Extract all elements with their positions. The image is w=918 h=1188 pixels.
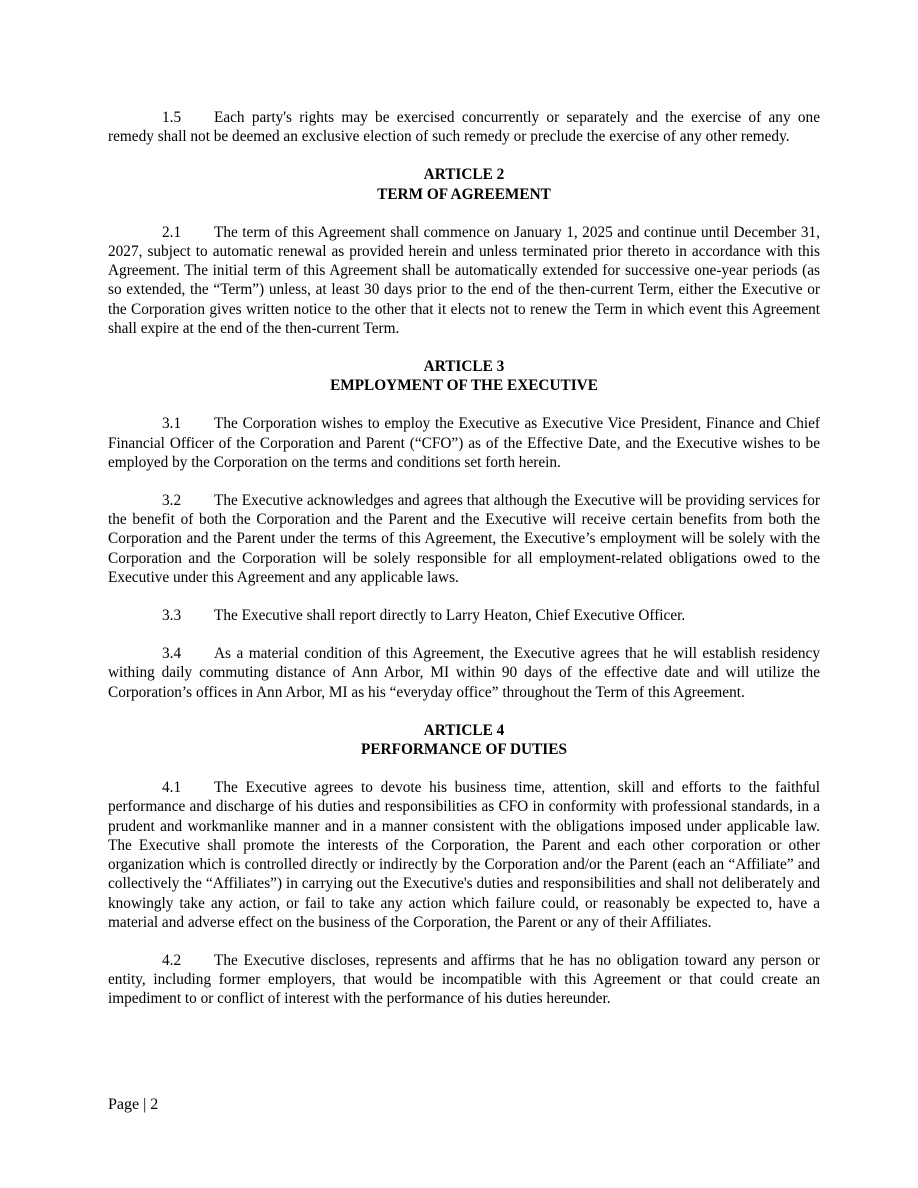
- page-number-footer: Page | 2: [108, 1096, 159, 1113]
- paragraph-text: The Corporation wishes to employ the Executive as Executive Vice President, Finance and Chief Financial Officer of the Corporation and Parent (“CFO”) as of the Effective Date, and the Executive wishes to be employed by the Corporation on the terms and conditions set forth herein.: [108, 415, 820, 471]
- section-number: 4.2: [162, 951, 182, 969]
- article-3-heading: [108, 357, 820, 395]
- paragraph-3-3: [108, 606, 820, 625]
- paragraph-text: The Executive acknowledges and agrees that although the Executive will be providing services for the benefit of both the Corporation and the Parent and the Executive will receive certain benefits from both the Corporation and the Parent under the terms of this Agreement, the Executive’s employment will be solely with the Corporation and the Corporation will be solely responsible for all employment-related obligations owed to the Executive under this Agreement and any applicable laws.: [108, 492, 820, 586]
- article-subtitle: EMPLOYMENT OF THE EXECUTIVE: [330, 377, 598, 395]
- paragraph-text: The Executive discloses, represents and affirms that he has no obligation toward any person or entity, including former employers, that would be incompatible with this Agreement or that could create an impediment to or conflict of interest with the performance of his duties hereunder.: [108, 951, 820, 1008]
- document-page: [108, 108, 820, 1028]
- paragraph-3-4: [108, 644, 820, 702]
- paragraph-3-2: [108, 491, 820, 587]
- section-number: 3.2: [162, 492, 182, 510]
- article-title: ARTICLE 2: [423, 166, 505, 184]
- paragraph-text: The Executive agrees to devote his business time, attention, skill and efforts to the faithful performance and discharge of his duties and responsibilities as CFO in conformity with professional standards, in a prudent and workmanlike manner and in a manner consistent with the obligations imposed under applicable law. The Executive shall promote the interests of the Corporation, the Parent and each other corporation or other organization which is controlled directly or indirectly by the Corporation and/or the Parent (each an “Affiliate” and collectively the “Affiliates”) in carrying out the Executive's duties and responsibilities and shall not deliberately and knowingly take any action, or fail to take any action which failure could, or reasonably be expected to, have a material and adverse effect on the business of the Corporation, the Parent or any of their Affiliates.: [108, 779, 820, 931]
- paragraph-3-1: [108, 414, 820, 472]
- article-2-heading: [108, 165, 820, 203]
- article-subtitle: PERFORMANCE OF DUTIES: [361, 741, 567, 759]
- paragraph-2-1: [108, 223, 820, 338]
- paragraph-text: As a material condition of this Agreement, the Executive agrees that he will establish residency withing daily commuting distance of Ann Arbor, MI within 90 days of the effective date and will utilize the Corporation’s offices in Ann Arbor, MI as his “everyday office” throughout the Term of this Agreement.: [108, 645, 820, 701]
- paragraph-text: The Executive shall report directly to Larry Heaton, Chief Executive Officer.: [214, 607, 686, 625]
- paragraph-text: Each party's rights may be exercised concurrently or separately and the exercise of any one remedy shall not be deemed an exclusive election of such remedy or preclude the exercise of any other remedy.: [108, 109, 820, 146]
- article-title: ARTICLE 4: [423, 721, 505, 739]
- paragraph-4-2: [108, 951, 820, 1009]
- article-title: ARTICLE 3: [423, 358, 505, 376]
- section-number: 3.3: [162, 607, 182, 625]
- section-number: 3.1: [162, 415, 182, 433]
- paragraph-1-5: [108, 108, 820, 146]
- article-subtitle: TERM OF AGREEMENT: [377, 185, 551, 203]
- section-number: 2.1: [162, 223, 182, 241]
- section-number: 4.1: [162, 779, 182, 797]
- paragraph-4-1: [108, 778, 820, 932]
- section-number: 1.5: [162, 109, 182, 126]
- paragraph-text: The term of this Agreement shall commence on January 1, 2025 and continue until December 31, 2027, subject to automatic renewal as provided herein and unless terminated prior thereto in accordance with this Agreement. The initial term of this Agreement shall be automatically extended for successive one-year periods (as so extended, the “Term”) unless, at least 30 days prior to the end of the then-current Term, either the Executive or the Corporation gives written notice to the other that it elects not to renew the Term in which event this Agreement shall expire at the end of the then-current Term.: [108, 223, 820, 337]
- article-4-heading: [108, 721, 820, 759]
- section-number: 3.4: [162, 645, 182, 663]
